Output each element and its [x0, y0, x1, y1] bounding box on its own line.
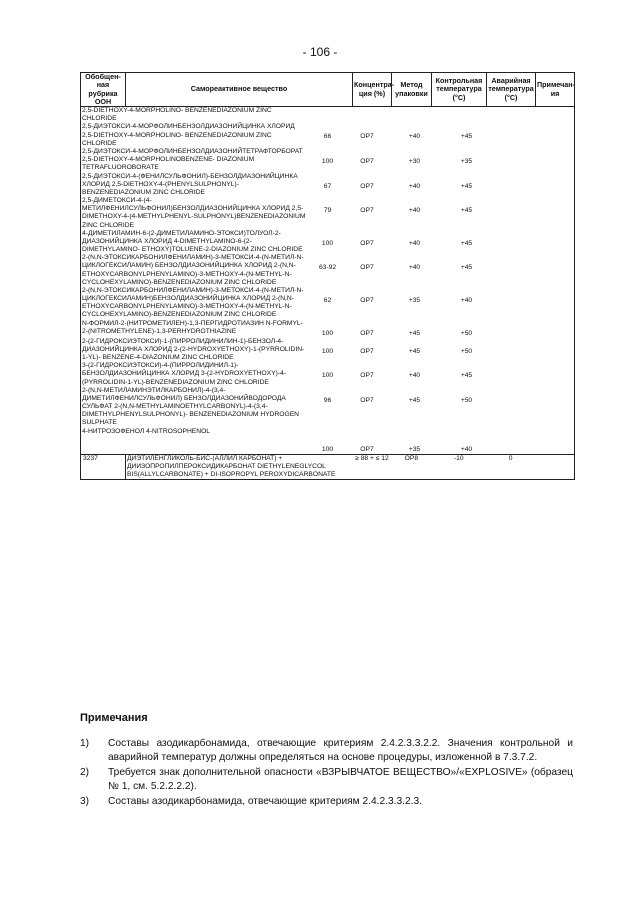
- table-row: [81, 387, 574, 428]
- packing-method: OP7: [360, 207, 374, 215]
- substance-name: 4-ДИМЕТИЛАМИН-6-(2-ДИМЕТИЛАМИНО-ЭТОКСИ)ТОЛУОЛ-2-ДИАЗОНИЙЦИНКА ХЛОРИД 4-DIMETHYLAMINO-6-(2-DIMETHYLAMINO- ETHOXY)TOLUENE-2-DIAZONIUM ZINC CHLORIDE: [82, 229, 303, 254]
- header-substance: Самореактивное вещество: [126, 73, 353, 107]
- packing-method: OP7: [360, 264, 374, 272]
- control-temperature: +40: [408, 182, 421, 190]
- concentration: [308, 107, 347, 123]
- note-number: 3): [80, 796, 90, 807]
- header-control-temperature: Контрольная температура (°С): [432, 73, 487, 107]
- packing-method: OP7: [360, 372, 374, 380]
- emergency-temperature: 0: [508, 454, 513, 462]
- header-concentration: Концентра-ция (%): [353, 73, 392, 107]
- remarks: [491, 197, 530, 230]
- concentration: ≥ 88 + ≤ 12: [355, 454, 389, 462]
- concentration: 100: [321, 372, 334, 380]
- substance-name: 2,5-ДИЭТОКСИ-4-МОРФОЛИНБЕНЗОЛДИАЗОНИЙТЕТРАФТОРБОРАТ 2,5-DIETHOXY-4-MORPHOLINOBENZENE- DIAZONIUM TETRAFLUOROBORATE: [82, 147, 303, 172]
- remarks: [491, 338, 530, 363]
- note-text: Составы азодикарбонамида, отвечающие критериям 2.4.2.3.3.2.3.: [108, 796, 422, 807]
- packing-method: OP7: [360, 445, 374, 453]
- table-row: [81, 107, 574, 123]
- concentration: 96: [323, 396, 332, 404]
- substance-name: 2-(2-ГИДРОКСИЭТОКСИ)-1-(ПИРРОЛИДИНИЛИН-1)-БЕНЗОЛ-4-ДИАЗОНИЙЦИНКА ХЛОРИД 2-(2-HYDROXYETHOXY)-1-(PYRROLIDIN-1-YL)- BENZENE-4-DIAZONIUM ZINC CHLORIDE: [82, 337, 305, 362]
- substance-name: N-ФОРМИЛ-2-(НИТРОМЕТИЛЕН)-1,3-ПЕРГИДРОТИАЗИН N-FORMYL-2-(NITROMETHYLENE)-1,3-PERHYDROTHIAZINE: [82, 319, 303, 335]
- remarks: [491, 387, 530, 428]
- concentration: 63-92: [318, 264, 337, 272]
- table-row: [81, 362, 574, 387]
- control-temperature: -10: [453, 454, 464, 462]
- emergency-temperature: [442, 107, 491, 123]
- packing-method: OP7: [360, 133, 374, 141]
- control-temperature: +35: [408, 445, 421, 453]
- concentration: 67: [323, 182, 332, 190]
- group1-cell: [81, 107, 575, 455]
- header-packing-method: Метод упаковки: [392, 73, 432, 107]
- remarks: [491, 287, 530, 320]
- remarks: [535, 455, 574, 480]
- packing-method: [347, 107, 387, 123]
- control-temperature: [387, 107, 442, 123]
- control-temperature: +45: [408, 329, 421, 337]
- substance-name: 3-(2-ГИДРОКСИЭТОКСИ)-4-(ПИРРОЛИДИНИЛ-1)-БЕНЗОЛДИАЗОНИЙЦИНКА ХЛОРИД 3-(2-HYDROXYETHOXY)-4-(PYRROLIDIN-1-YL)-BENZENEDIAZONIUM ZINC CHLORIDE: [82, 362, 287, 386]
- remarks: [491, 254, 530, 287]
- concentration: 79: [323, 207, 332, 215]
- emergency-temperature: +50: [460, 347, 473, 355]
- remarks: [491, 320, 530, 338]
- remarks: [491, 173, 530, 198]
- packing-method: OP7: [360, 347, 374, 355]
- table-row: [81, 320, 574, 338]
- emergency-temperature: +45: [460, 239, 473, 247]
- substance-name: 2,5-ДИЭТОКСИ-4-(ФЕНИЛСУЛЬФОНИЛ)-БЕНЗОЛДИАЗОНИЙЦИНКА ХЛОРИД 2,5-DIETHOXY-4-(PHENYLSULPHONYL)- BENZENEDIAZONIUM ZINC CHLORIDE: [82, 172, 298, 196]
- table-row: [81, 173, 574, 198]
- note-number: 2): [80, 767, 90, 778]
- table-row: [81, 123, 574, 148]
- control-temperature: +40: [408, 264, 421, 272]
- control-temperature: +45: [408, 347, 421, 355]
- concentration: 66: [323, 133, 332, 141]
- concentration: 62: [323, 296, 332, 304]
- concentration: 100: [321, 329, 334, 337]
- packing-method: OP7: [360, 396, 374, 404]
- emergency-temperature: +40: [460, 445, 473, 453]
- table-row: [81, 428, 574, 454]
- emergency-temperature: +45: [460, 182, 473, 190]
- table-row: [81, 287, 574, 320]
- concentration: 100: [321, 239, 334, 247]
- emergency-temperature: +50: [460, 396, 473, 404]
- substance-name: 2-(N,N-ЭТОКСИКАРБОНИЛФЕНИЛАМИН)-3-МЕТОКСИ-4-(N-МЕТИЛ-N-ЦИКЛОГЕКСИЛАМИН) БЕНЗОЛДИАЗОНИЙЦИНКА ХЛОРИД 2-(N,N-ETHOXYCARBONYLPHENYLAMINO)-3-METHOXY-4-(N-METHYL-N- CYCLOHEXYLAMINO)-BENZENEDIAZONIUM ZINC CHLORIDE: [82, 254, 304, 286]
- emergency-temperature: +45: [460, 264, 473, 272]
- control-temperature: +30: [408, 157, 421, 165]
- control-temperature: +45: [408, 396, 421, 404]
- remarks: [491, 230, 530, 255]
- concentration: 100: [321, 157, 334, 165]
- remarks: [491, 148, 530, 173]
- packing-method: OP7: [360, 329, 374, 337]
- control-temperature: +40: [408, 372, 421, 380]
- substance-name: 2,5-DIETHOXY-4-MORPHOLINO- BENZENEDIAZONIUM ZINC CHLORIDE: [82, 107, 272, 123]
- header-emergency-temperature: Аварийная температура (°С): [487, 73, 536, 107]
- table-row-3237: [81, 454, 575, 480]
- table-row-group1: [81, 107, 575, 455]
- substance-name: 4-НИТРОЗОФЕНОЛ 4-NITROSOPHENOL: [82, 427, 211, 435]
- remarks: [491, 123, 530, 148]
- control-temperature: +40: [408, 133, 421, 141]
- emergency-temperature: +50: [460, 329, 473, 337]
- substance-name: 2,5-ДИЭТОКСИ-4-МОРФОЛИНБЕНЗОЛДИАЗОНИЙЦИНКА ХЛОРИД 2,5-DIETHOXY-4-MORPHOLINO- BENZENEDIAZONIUM ZINC CHLORIDE: [82, 123, 295, 147]
- emergency-temperature: +45: [460, 207, 473, 215]
- control-temperature: +40: [408, 239, 421, 247]
- remarks: [491, 362, 530, 387]
- table-row: [81, 230, 574, 255]
- concentration: 100: [321, 347, 334, 355]
- packing-method: OP7: [360, 182, 374, 190]
- page-number: - 106 -: [302, 45, 338, 59]
- emergency-temperature: +40: [460, 296, 473, 304]
- table-row: [126, 455, 574, 480]
- table-row: [81, 254, 574, 287]
- substance-name: 2-(N,N-ЭТОКСИКАРБОНИЛФЕНИЛАМИН)-3-МЕТОКСИ-4-(N-МЕТИЛ-N-ЦИКЛОГЕКСИЛАМИН)БЕНЗОЛДИАЗОНИЙЦИНКА ХЛОРИД 2-(N,N-ETHOXYCARBONYLPHENYLAMINO)-3-METHOXY-4-(N-METHYL-N- CYCLOHEXYLAMINO)-BENZENEDIAZONIUM ZINC CHLORIDE: [82, 286, 304, 319]
- header-un-entry: Обобщен-ная рубрика ООН: [81, 73, 126, 107]
- row-3237-cell: [126, 454, 575, 480]
- substance-name: 2-(N,N-МЕТИЛАМИНЭТИЛКАРБОНИЛ)-4-(3,4-ДИМЕТИЛФЕНИЛСУЛЬФОНИЛ) БЕНЗОЛДИАЗОНИЙВОДОРОДА СУЛЬФАТ 2-(N,N-METHYLAMINOETHYLCARBONYL)-4-(3,4-DIMETHYLPHENYLSULPHONYL)- BENZENEDIAZONIUM HYDROGEN SULPHATE: [82, 386, 300, 427]
- packing-method: OP7: [360, 157, 374, 165]
- remarks: [491, 428, 530, 454]
- note-text: Требуется знак дополнительной опасности «ВЗРЫВЧАТОЕ ВЕЩЕСТВО»/«EXPLOSIVE» (образец № 1, см. 5.2.2.2.2).: [108, 767, 573, 793]
- table-row: [81, 148, 574, 173]
- concentration: 100: [321, 445, 334, 453]
- substance-name: ДИЭТИЛЕНГЛИКОЛЬ-БИС-(АЛЛИЛ КАРБОНАТ) + ДИИЗОПРОПИЛПЕРОКСИДИКАРБОНАТ DIETHYLENEGLYCOL BIS(ALLYLCARBONATE) + DI-ISOPROPYL PEROXYDICARBONATE: [127, 454, 336, 479]
- control-temperature: +40: [408, 207, 421, 215]
- note-text: Составы азодикарбонамида, отвечающие критериям 2.4.2.3.3.2.2. Значения контрольной и аварийной температур должны определяться на основе процедуры, изложенной в 7.3.7.2.: [108, 738, 573, 764]
- remarks: [491, 107, 530, 123]
- emergency-temperature: +45: [460, 133, 473, 141]
- header-remarks: Примечан-ия: [536, 73, 575, 107]
- self-reactive-substances-table: [80, 72, 575, 480]
- notes-title: Примечания: [80, 712, 148, 724]
- packing-method: OP7: [360, 239, 374, 247]
- note-number: 1): [80, 738, 90, 749]
- packing-method: OP8: [404, 454, 419, 462]
- table-header-row: [81, 73, 575, 107]
- un-entry-3237: 3237: [81, 454, 126, 480]
- substance-name: 2,5-ДИМЕТОКСИ-4-(4-МЕТИЛФЕНИЛСУЛЬФОНИЛ)БЕНЗОЛДИАЗОНИЙЦИНКА ХЛОРИД 2,5-DIMETHOXY-4-(4-METHYLPHENYL-SULPHONYL)BENZENEDIAZONIUM ZINC CHLORIDE: [82, 197, 306, 229]
- emergency-temperature: +45: [460, 372, 473, 380]
- control-temperature: +35: [408, 296, 421, 304]
- packing-method: OP7: [360, 296, 374, 304]
- table-row: [81, 338, 574, 363]
- table-row: [81, 197, 574, 230]
- emergency-temperature: +35: [460, 157, 473, 165]
